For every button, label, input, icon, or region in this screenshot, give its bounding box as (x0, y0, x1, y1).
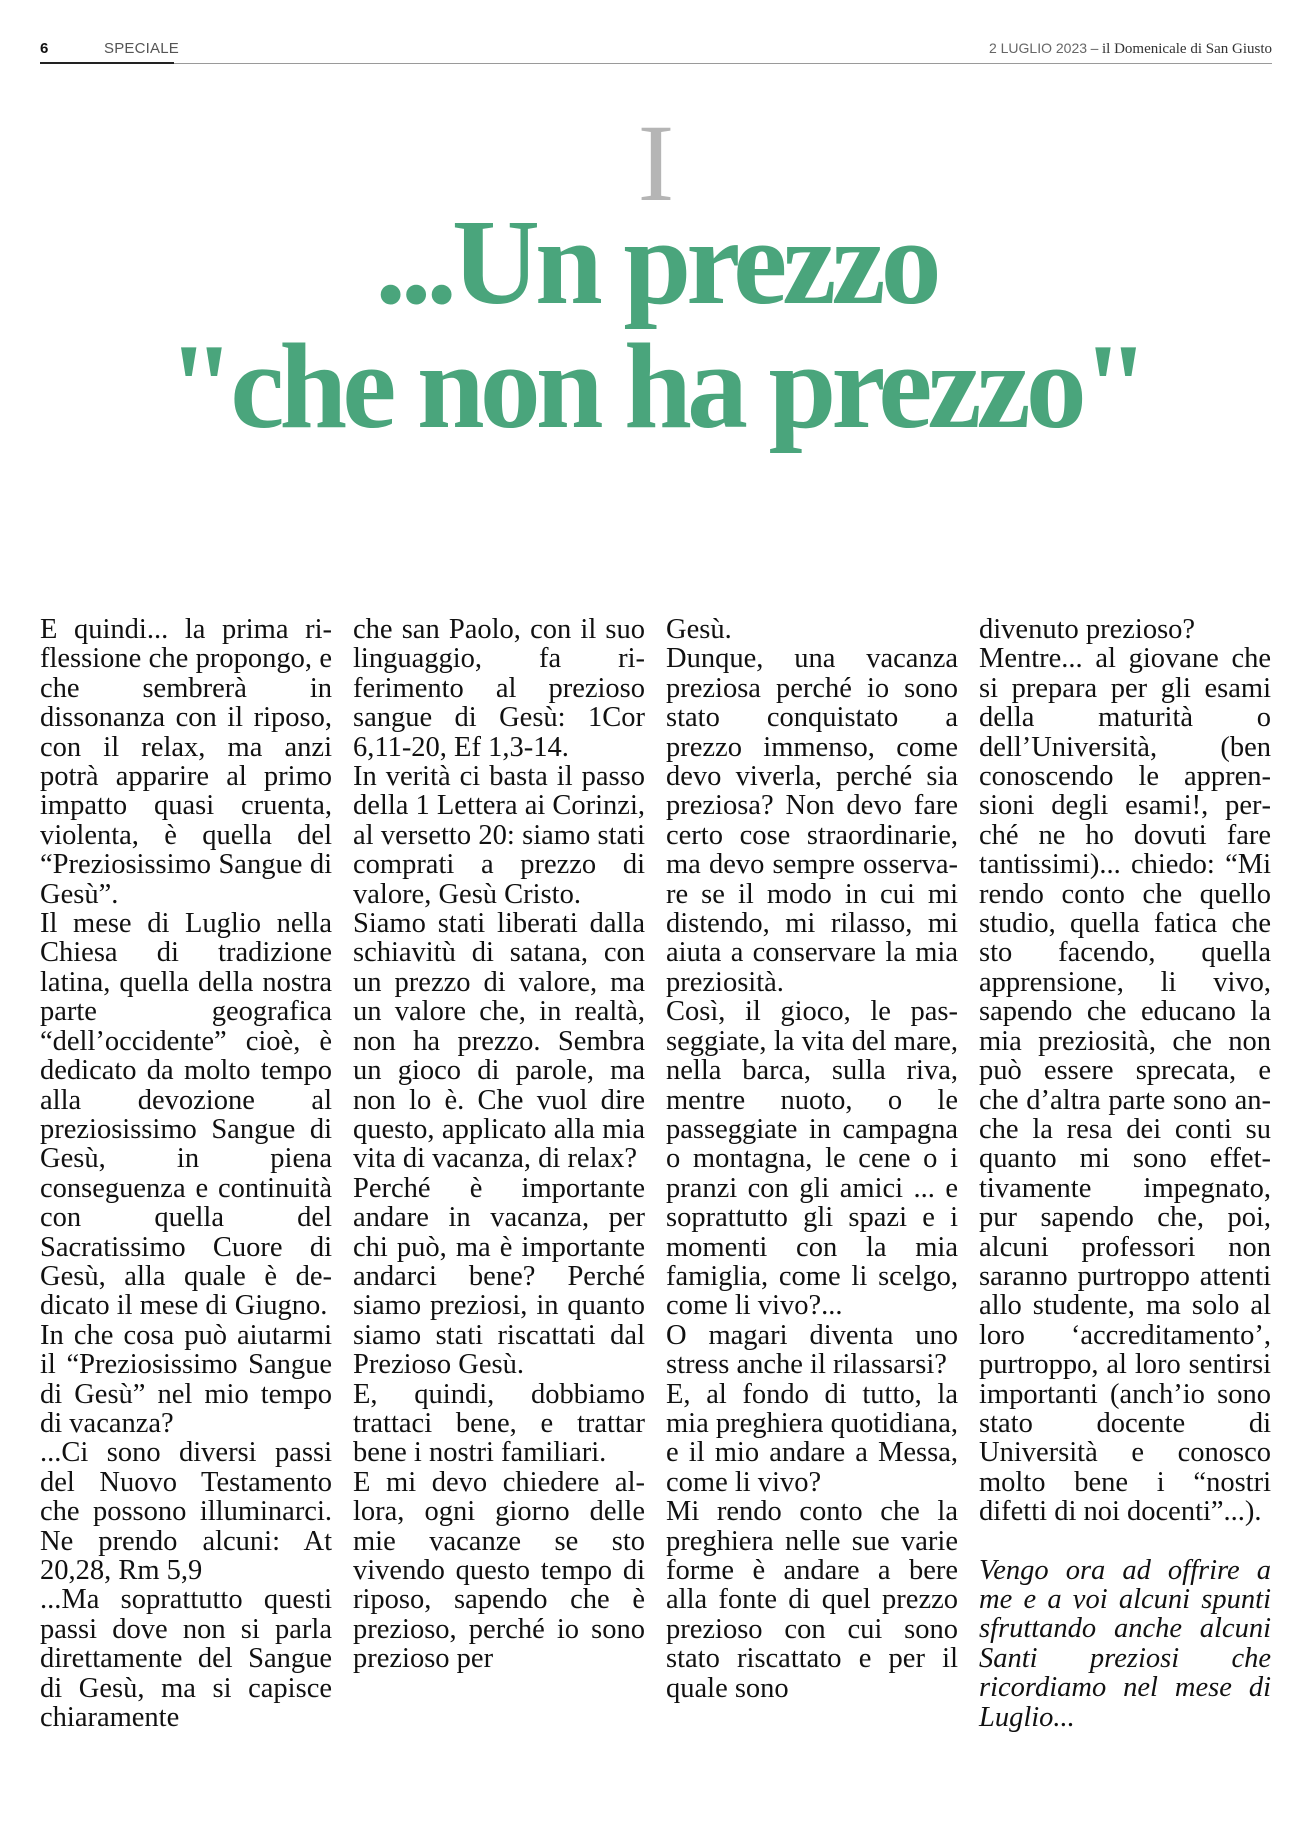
text-column-2 (353, 615, 645, 1815)
paragraph: Gesù. (666, 614, 732, 645)
text-column-4 (979, 615, 1271, 1815)
paragraph: O magari diventa uno stress anche il rilassarsi? (666, 1319, 958, 1381)
publication-name: il Domenicale di San Giusto (1102, 41, 1272, 57)
paragraph: In che cosa può aiutarmi il “Preziosissimo Sangue di Gesù” nel mio tempo di vacanza? (40, 1319, 332, 1439)
paragraph: Mi rendo conto che la preghiera nelle sue varie forme è andare a bere alla fonte di quel prezzo prezioso con cui sono stato riscattato e per il quale sono (666, 1496, 958, 1704)
paragraph: In verità ci basta il passo della 1 Lettera ai Corinzi, al versetto 20: siamo stati comprati a prezzo di valore, Gesù Cristo. (353, 761, 645, 910)
page-number: 6 (40, 40, 49, 57)
section-label: SPECIALE (104, 40, 179, 57)
paragraph: Così, il gioco, le passeggiate, la vita del mare, nella barca, sulla riva, mentre nuoto, o le passeggiate in campagna o montagna, le cene o i pranzi con gli amici ... e soprattutto gli spazi e i momenti con la mia famiglia, come li scelgo, come li vivo?... (666, 996, 958, 1322)
chapter-numeral: I (637, 102, 675, 224)
paragraph: Mentre... al giovane che si prepara per gli esami della maturità o dell’Università, (ben conoscendo le apprensioni degli esami!, perché ne ho dovuti fare tantissimi)... chiedo: “Mi rendo conto che quello studio, quella fatica che sto facendo, quella apprensione, li vivo, sapendo che educano la mia preziosità, che non può essere sprecata, e che d’altra parte sono anche la resa dei conti su quanto mi sono effettivamente impegnato, pur sapendo che, poi, alcuni professori non saranno purtroppo attenti allo studente, ma solo al loro ‘accreditamento’, purtroppo, al loro sentirsi importanti (anch’io sono stato docente di Università e conosco molto bene i “nostri difetti di noi docenti”...). (979, 643, 1271, 1528)
paragraph: E quindi... la prima riflessione che propongo, e che sembrerà in dissonanza con il riposo, con il relax, ma anzi potrà apparire al primo impatto quasi cruenta, violenta, è quella del “Preziosissimo Sangue di Gesù”. (40, 614, 332, 910)
paragraph: divenuto prezioso? (979, 614, 1196, 645)
paragraph: E, quindi, dobbiamo trattaci bene, e trattar bene i nostri familiari. (353, 1378, 645, 1469)
article-body (40, 615, 1272, 1815)
paragraph: che san Paolo, con il suo linguaggio, fa riferimento al prezioso sangue di Gesù: 1Cor 6,11-20, Ef 1,3-14. (353, 614, 645, 763)
paragraph: Siamo stati liberati dalla schiavitù di satana, con un prezzo di valore, ma un valore che, in realtà, non ha prezzo. Sembra un gioco di parole, ma non lo è. Che vuol dire questo, applicato alla mia vita di vacanza, di relax? (353, 908, 645, 1175)
paragraph: Il mese di Luglio nella Chiesa di tradizione latina, quella della nostra parte geografica “dell’occidente” cioè, è dedicato da molto tempo alla devozione al preziosissimo Sangue di Gesù, in piena conseguenza e continuità con quella del Sacratissimo Cuore di Gesù, alla quale è dedicato il mese di Giugno. (40, 908, 332, 1322)
article-title-line-2: "che non ha prezzo" (167, 319, 1145, 454)
header-rule-accent (40, 62, 174, 64)
paragraph: Perché è importante andare in vacanza, per chi può, ma è importante andarci bene? Perché siamo preziosi, in quanto siamo stati riscattati dal Prezioso Gesù. (353, 1172, 645, 1381)
issue-info (989, 40, 1272, 58)
paragraph: ...Ma soprattutto questi passi dove non si parla direttamente del Sangue di Gesù, ma si capisce chiaramente (40, 1584, 332, 1734)
header-rule (174, 63, 1272, 64)
article-title-line-1: ...Un prezzo (375, 195, 937, 330)
text-column-1 (40, 615, 332, 1815)
closing-italic-paragraph: Vengo ora ad offrire a me e a voi alcuni spunti sfruttando anche alcuni Santi preziosi che ricordiamo nel mese di Luglio... (979, 1554, 1271, 1733)
paragraph: ...Ci sono diversi passi del Nuovo Testamento che possono illuminarci. Ne prendo alcuni: At 20,28, Rm 5,9 (40, 1437, 332, 1586)
paragraph: E, al fondo di tutto, la mia preghiera quotidiana, e il mio andare a Messa, come li vivo? (666, 1378, 959, 1498)
page-header (40, 36, 1272, 66)
paragraph: Dunque, una vacanza preziosa perché io sono stato conquistato a prezzo immenso, come devo viverla, perché sia preziosa? Non devo fare certo cose straordinarie, ma devo sempre osservare se il modo in cui mi distendo, mi rilasso, mi aiuta a conservare la mia preziosità. (666, 643, 958, 998)
issue-date: 2 LUGLIO 2023 (988, 40, 1088, 56)
header-separator: – (1087, 41, 1103, 57)
paragraph: E mi devo chiedere allora, ogni giorno delle mie vacanze se sto vivendo questo tempo di riposo, sapendo che è prezioso, perché io sono prezioso per (353, 1466, 645, 1675)
text-column-3 (666, 615, 958, 1815)
